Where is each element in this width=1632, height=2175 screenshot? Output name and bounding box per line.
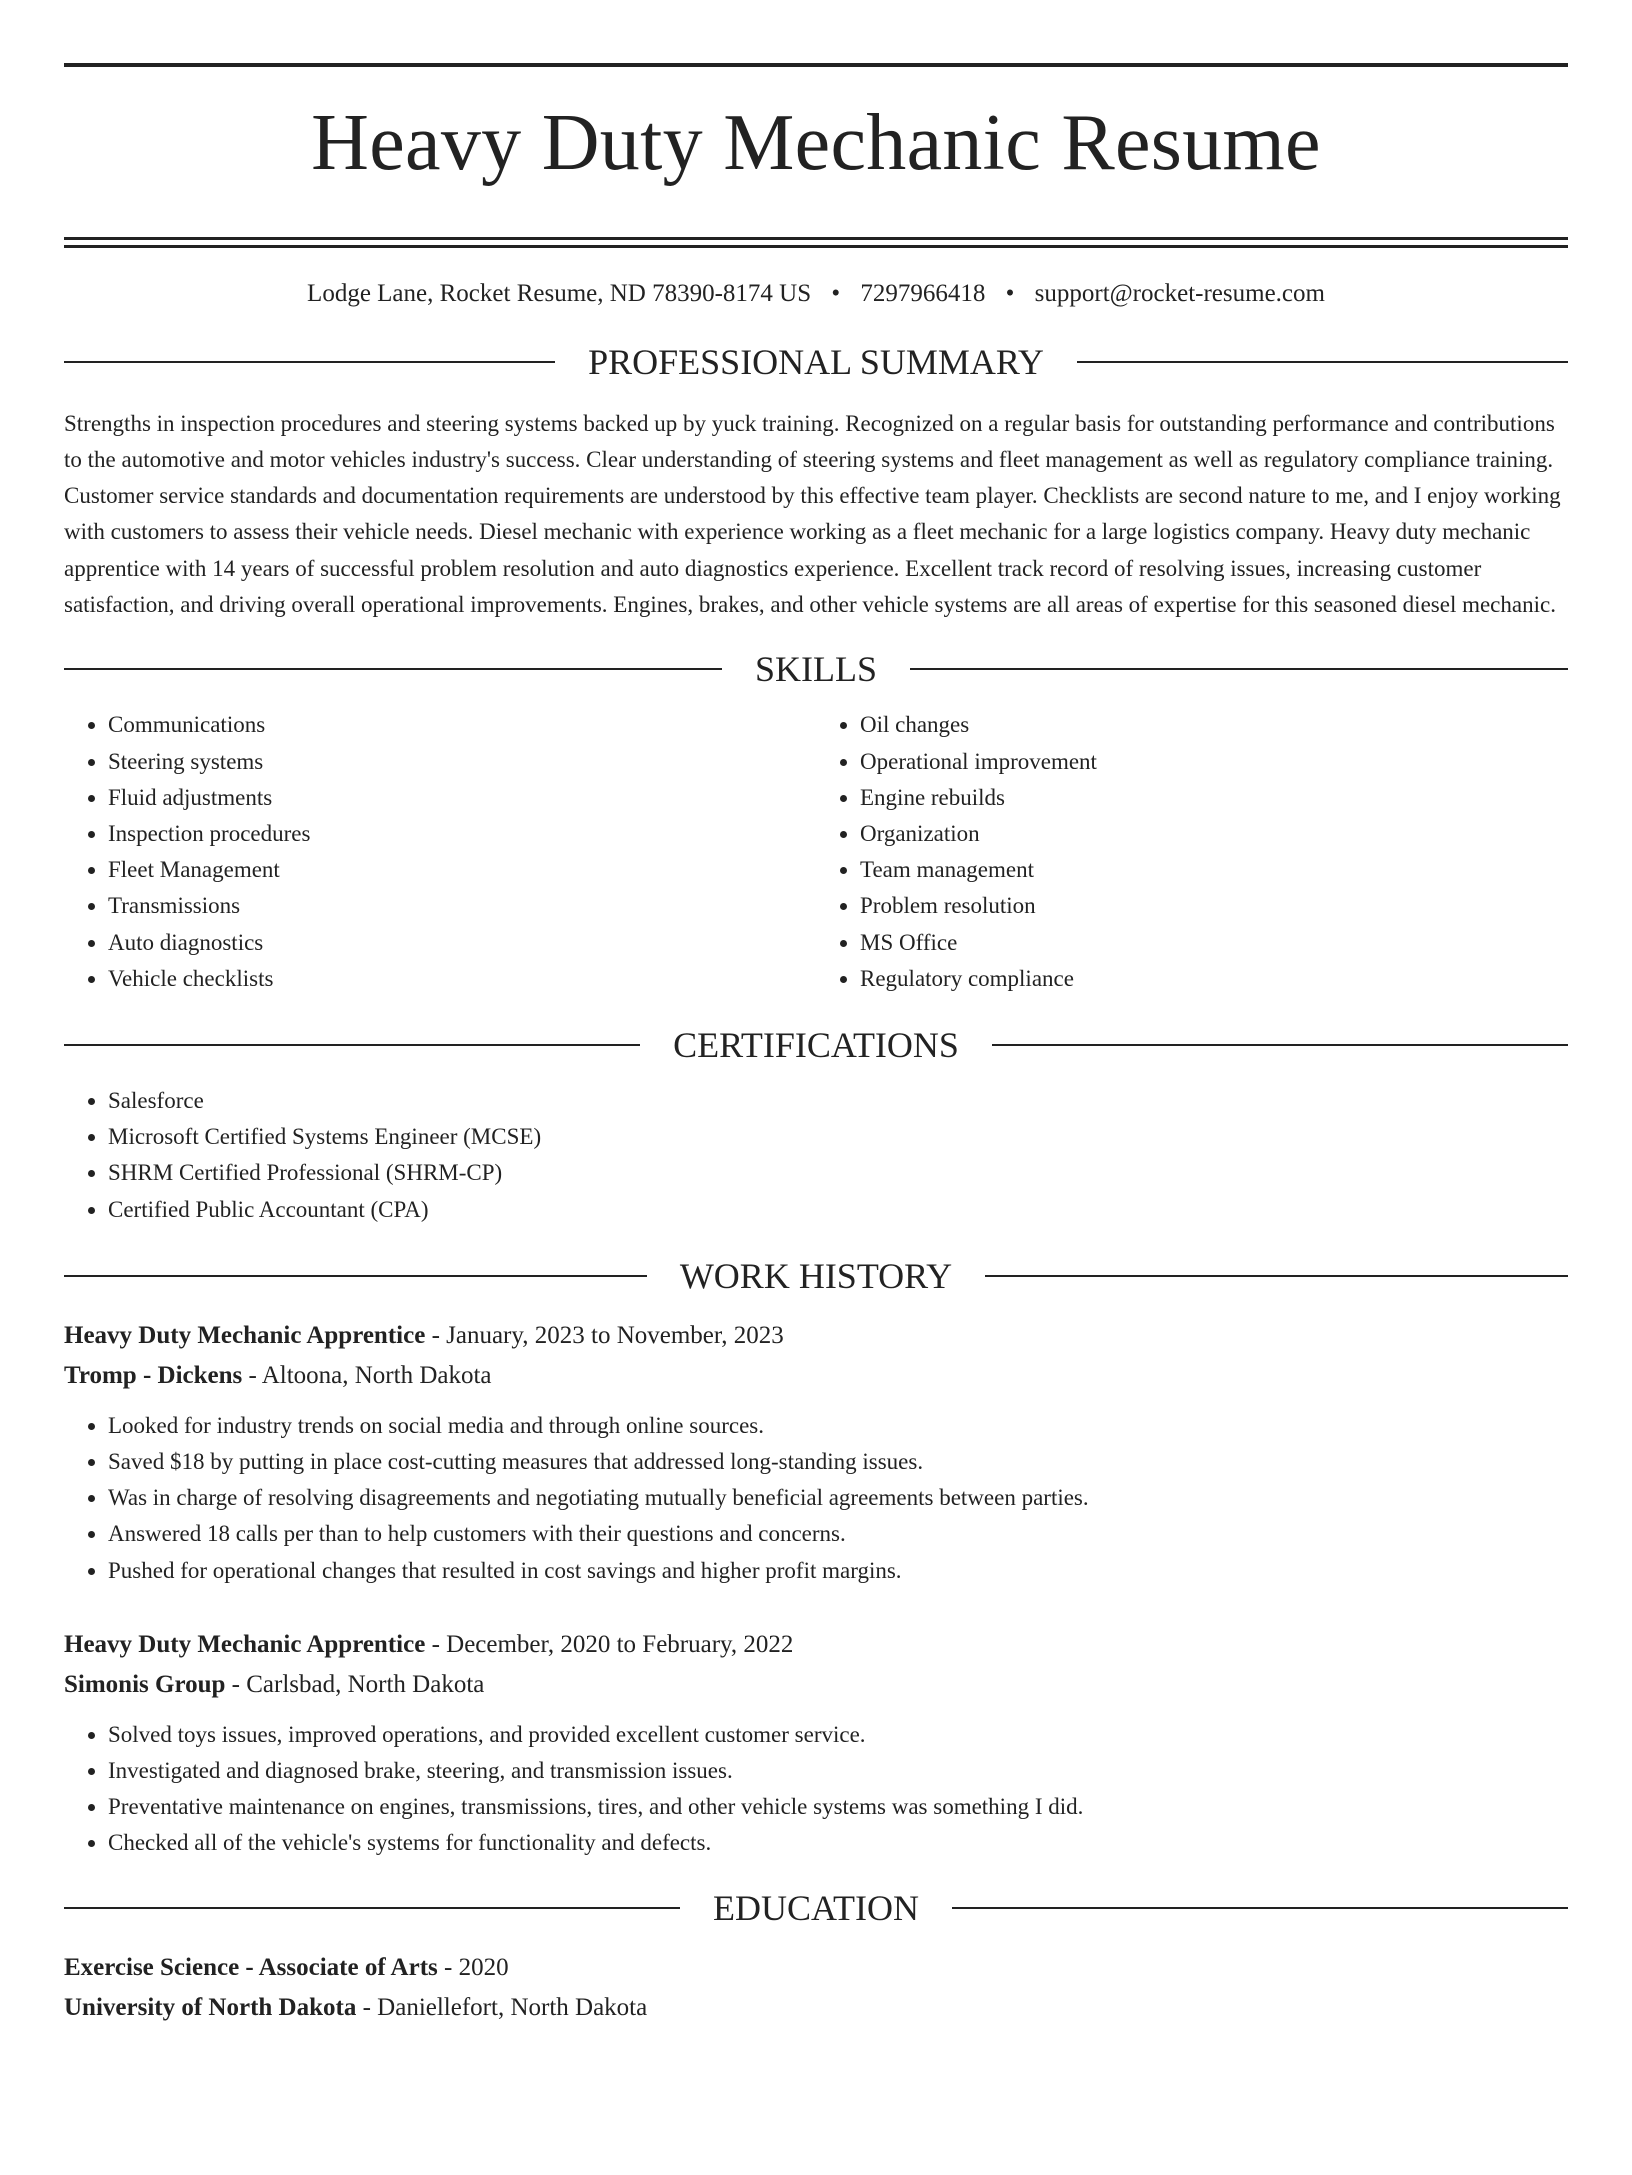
skill-item: • Auto diagnostics <box>108 925 816 961</box>
job-bullet: • Pushed for operational changes that resulted in cost savings and higher profit margins. <box>108 1553 1568 1589</box>
skill-item: • Team management <box>860 852 1568 888</box>
job-title: Heavy Duty Mechanic Apprentice <box>64 1321 426 1349</box>
skill-item: • Steering systems <box>108 744 816 780</box>
job-company: Simonis Group <box>64 1670 226 1698</box>
contact-separator: • <box>1005 279 1015 307</box>
heading-rule-right <box>910 668 1568 670</box>
section-heading-skills <box>64 649 1568 690</box>
dash: - <box>362 1993 371 2021</box>
contact-address: Lodge Lane, Rocket Resume, ND 78390-8174 US <box>307 279 812 307</box>
top-rule <box>64 63 1568 67</box>
job-title: Heavy Duty Mechanic Apprentice <box>64 1630 426 1658</box>
education-degree: Exercise Science - Associate of Arts <box>64 1953 438 1981</box>
certification-item: • Microsoft Certified Systems Engineer (MCSE) <box>108 1119 1568 1155</box>
resume-title: Heavy Duty Mechanic Resume <box>311 99 1321 187</box>
job-bullets <box>64 1408 1568 1589</box>
job-bullet: • Was in charge of resolving disagreements and negotiating mutually beneficial agreements between parties. <box>108 1480 1568 1516</box>
education-entry <box>64 1948 1568 2028</box>
skills-columns <box>64 707 1568 997</box>
job-entry <box>64 1625 1568 1862</box>
education-degree-line <box>64 1948 1568 1988</box>
certification-item: • Salesforce <box>108 1083 1568 1119</box>
section-title-summary: PROFESSIONAL SUMMARY <box>588 341 1044 382</box>
heading-rule-right <box>952 1907 1568 1909</box>
job-company: Tromp - Dickens <box>64 1361 243 1389</box>
section-title-skills: SKILLS <box>755 649 878 690</box>
education-year: 2020 <box>458 1953 509 1981</box>
skill-item: • Communications <box>108 707 816 743</box>
job-title-line <box>64 1316 1568 1356</box>
certification-item: • SHRM Certified Professional (SHRM-CP) <box>108 1155 1568 1191</box>
heading-rule-left <box>64 1907 680 1909</box>
job-bullet: • Preventative maintenance on engines, transmissions, tires, and other vehicle systems was something I did. <box>108 1789 1568 1825</box>
contact-separator: • <box>831 279 841 307</box>
skill-item: • MS Office <box>860 925 1568 961</box>
heading-rule-left <box>64 1275 647 1277</box>
title-double-rule <box>64 237 1568 248</box>
contact-line <box>64 281 1568 306</box>
certification-item: • Certified Public Accountant (CPA) <box>108 1192 1568 1228</box>
certifications-list <box>64 1083 1568 1228</box>
dash: - <box>431 1321 440 1349</box>
job-bullets <box>64 1717 1568 1862</box>
contact-email: support@rocket-resume.com <box>1034 279 1325 307</box>
job-company-line <box>64 1665 1568 1705</box>
skill-item: • Vehicle checklists <box>108 961 816 997</box>
heading-rule-left <box>64 361 555 363</box>
skill-item: • Transmissions <box>108 888 816 924</box>
heading-rule-right <box>992 1044 1568 1046</box>
job-title-line <box>64 1625 1568 1665</box>
job-location: Carlsbad, North Dakota <box>246 1670 485 1698</box>
section-heading-work-history <box>64 1255 1568 1296</box>
dash: - <box>444 1953 453 1981</box>
dash: - <box>231 1670 240 1698</box>
skills-list-right <box>816 707 1568 997</box>
job-dates: January, 2023 to November, 2023 <box>446 1321 784 1349</box>
skill-item: • Fluid adjustments <box>108 780 816 816</box>
section-title-education: EDUCATION <box>713 1887 919 1928</box>
heading-rule-left <box>64 1044 640 1046</box>
dash: - <box>431 1630 440 1658</box>
skill-item: • Regulatory compliance <box>860 961 1568 997</box>
skill-item: • Engine rebuilds <box>860 780 1568 816</box>
section-title-certifications: CERTIFICATIONS <box>673 1025 959 1065</box>
education-school: University of North Dakota <box>64 1993 357 2021</box>
heading-rule-right <box>1077 361 1568 363</box>
skills-list-left <box>64 707 816 997</box>
job-bullet: • Saved $18 by putting in place cost-cutting measures that addressed long-standing issues. <box>108 1444 1568 1480</box>
dash: - <box>248 1361 257 1389</box>
job-bullet: • Investigated and diagnosed brake, steering, and transmission issues. <box>108 1753 1568 1789</box>
section-heading-certifications <box>64 1027 1568 1063</box>
section-title-work-history: WORK HISTORY <box>679 1255 953 1296</box>
job-bullet: • Solved toys issues, improved operations, and provided excellent customer service. <box>108 1717 1568 1753</box>
skill-item: • Problem resolution <box>860 888 1568 924</box>
section-heading-summary <box>64 341 1568 382</box>
job-company-line <box>64 1356 1568 1396</box>
skill-item: • Oil changes <box>860 707 1568 743</box>
job-dates: December, 2020 to February, 2022 <box>446 1630 794 1658</box>
skill-item: • Organization <box>860 816 1568 852</box>
skill-item: • Inspection procedures <box>108 816 816 852</box>
heading-rule-right <box>985 1275 1568 1277</box>
education-school-line <box>64 1988 1568 2028</box>
resume-page <box>0 63 1632 2175</box>
skill-item: • Fleet Management <box>108 852 816 888</box>
job-bullet: • Looked for industry trends on social media and through online sources. <box>108 1408 1568 1444</box>
section-heading-education <box>64 1887 1568 1928</box>
skill-item: • Operational improvement <box>860 744 1568 780</box>
summary-paragraph: Strengths in inspection procedures and steering systems backed up by yuck training. Recognized on a regular basis for outstanding performance and contributions to the automotive and motor vehicles industry's success. Clear understanding of steering systems and fleet management as well as regulatory compliance training. Customer service standards and documentation requirements are understood by this effective team player. Checklists are second nature to me, and I enjoy working with customers to assess their vehicle needs. Diesel mechanic with experience working as a fleet mechanic for a large logistics company. Heavy duty mechanic apprentice with 14 years of successful problem resolution and auto diagnostics experience. Excellent track record of resolving issues, increasing customer satisfaction, and driving overall operational improvements. Engines, brakes, and other vehicle systems are all areas of expertise for this seasoned diesel mechanic. <box>64 410 1561 618</box>
job-bullet: • Answered 18 calls per than to help customers with their questions and concerns. <box>108 1516 1568 1552</box>
job-entry <box>64 1316 1568 1589</box>
heading-rule-left <box>64 668 722 670</box>
education-location: Daniellefort, North Dakota <box>377 1993 648 2021</box>
job-location: Altoona, North Dakota <box>261 1361 492 1389</box>
job-bullet: • Checked all of the vehicle's systems for functionality and defects. <box>108 1825 1568 1861</box>
contact-phone: 7297966418 <box>860 279 986 307</box>
